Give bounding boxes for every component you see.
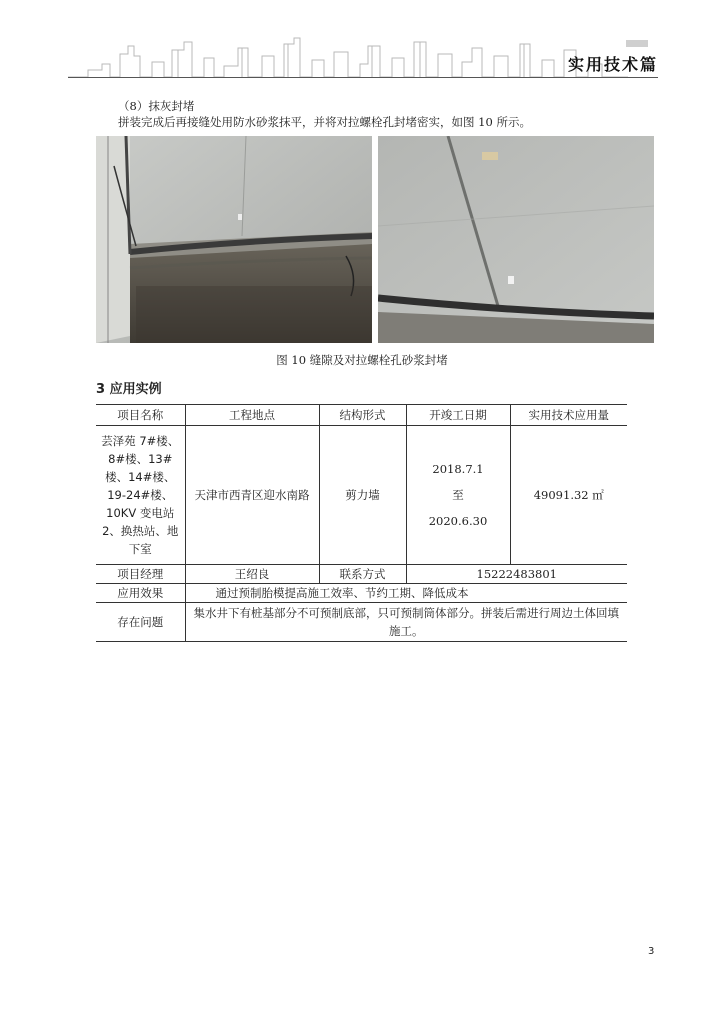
date-to: 至 [452, 488, 464, 502]
date-end: 2020.6.30 [428, 514, 488, 528]
photo-wall-corner-seal [96, 136, 372, 343]
contact-label: 联系方式 [319, 565, 406, 584]
effect-text: 通过预制胎模提高施工效率、节约工期、降低成本 [185, 584, 627, 603]
photo-bolt-hole-seal [378, 136, 654, 343]
header-tag-mark [626, 40, 648, 47]
header-project-name: 项目名称 [96, 405, 185, 426]
header-rule [68, 77, 658, 78]
page-number: 3 [648, 946, 655, 957]
header-dates: 开竣工日期 [406, 405, 510, 426]
cell-project-name: 芸泽苑 7#楼、8#楼、13#楼、14#楼、19-24#楼、10KV 变电站 2、换热站、地下室 [96, 426, 185, 565]
figure-caption: 图 10 缝隙及对拉螺栓孔砂浆封堵 [276, 353, 448, 367]
city-skyline-decoration [68, 36, 628, 78]
header-location: 工程地点 [185, 405, 319, 426]
issue-text: 集水井下有桩基部分不可预制底部，只可预制筒体部分。拼装后需进行周边土体回填施工。 [185, 603, 627, 642]
page-header [68, 36, 658, 80]
table-header-row [96, 405, 627, 426]
section-8-title: （8）抹灰封堵 [118, 99, 195, 113]
cell-dates [406, 426, 510, 565]
date-start: 2018.7.1 [432, 462, 484, 476]
manager-name: 王绍良 [185, 565, 319, 584]
header-structure: 结构形式 [319, 405, 406, 426]
cell-structure: 剪力墙 [319, 426, 406, 565]
header-title: 实用技术篇 [567, 55, 658, 74]
issue-label: 存在问题 [96, 603, 185, 642]
table-row [96, 426, 627, 565]
table-row-manager [96, 565, 627, 584]
contact-phone: 15222483801 [406, 565, 627, 584]
cell-location: 天津市西青区迎水南路 [185, 426, 319, 565]
table-row-issue [96, 603, 627, 642]
section-8-text: 拼装完成后再接缝处用防水砂浆抹平，并将对拉螺栓孔封堵密实，如图 10 所示。 [118, 115, 531, 129]
effect-label: 应用效果 [96, 584, 185, 603]
manager-label: 项目经理 [96, 565, 185, 584]
section-3-heading: 3 应用实例 [96, 382, 162, 397]
application-table [96, 404, 627, 642]
table-row-effect [96, 584, 627, 603]
cell-quantity: 49091.32 ㎡ [510, 426, 627, 565]
header-quantity: 实用技术应用量 [510, 405, 627, 426]
